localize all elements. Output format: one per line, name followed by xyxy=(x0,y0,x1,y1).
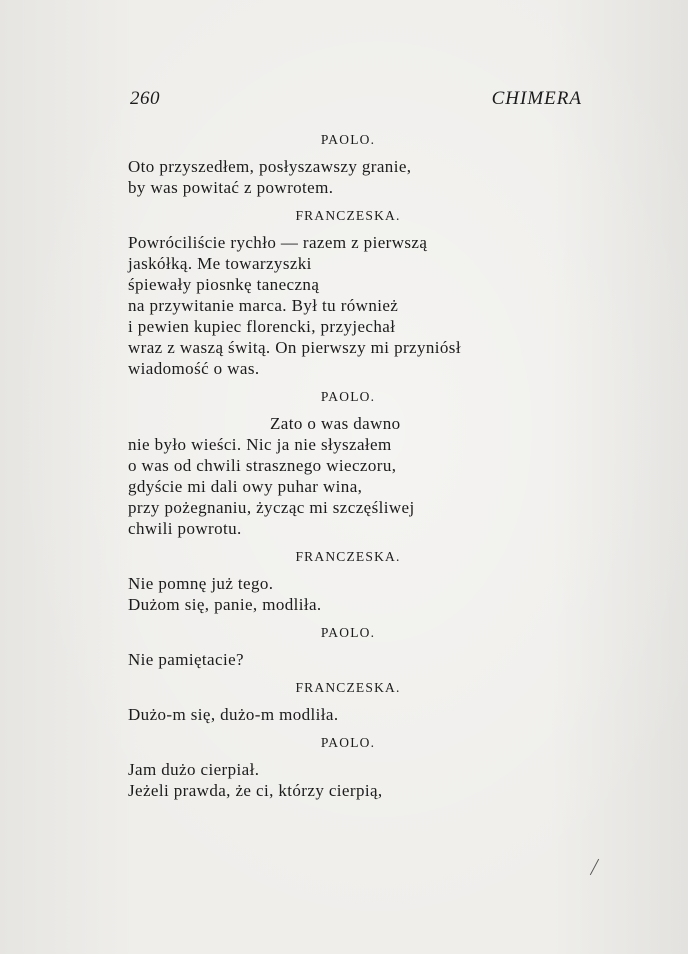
speaker-name: PAOLO. xyxy=(320,625,376,640)
speaker-name: FRANCZESKA. xyxy=(295,208,401,223)
running-title: CHIMERA xyxy=(491,88,582,109)
speech-block xyxy=(128,649,588,670)
verse-line: Oto przyszedłem, posłyszawszy granie, xyxy=(128,157,412,176)
speech-block xyxy=(128,704,588,725)
verse-line: i pewien kupiec florencki, przyjechał xyxy=(128,317,396,336)
verse-line: jaskółką. Me towarzyszki xyxy=(128,254,312,273)
verse-line: chwili powrotu. xyxy=(128,519,242,538)
speaker-name: PAOLO. xyxy=(320,735,376,750)
page-number: 260 xyxy=(130,88,160,109)
verse-line: Powróciliście rychło — razem z pierwszą xyxy=(128,233,428,252)
verse-line: wraz z waszą świtą. On pierwszy mi przyniósł xyxy=(128,338,461,357)
verse-line: nie było wieści. Nic ja nie słyszałem xyxy=(128,435,392,454)
verse-line: Dużo-m się, dużo-m modliła. xyxy=(128,705,339,724)
speech-block xyxy=(128,573,588,615)
verse-line: Nie pomnę już tego. xyxy=(128,574,274,593)
speech-block xyxy=(128,759,588,801)
speech-block xyxy=(128,156,588,198)
speaker-name: PAOLO. xyxy=(320,132,376,147)
speaker-name: FRANCZESKA. xyxy=(295,549,401,564)
verse-line: Jam dużo cierpiał. xyxy=(128,760,260,779)
speech-block xyxy=(128,413,588,539)
verse-line: przy pożegnaniu, życząc mi szczęśliwej xyxy=(128,498,415,517)
verse-line: na przywitanie marca. Był tu również xyxy=(128,296,399,315)
verse-line: o was od chwili strasznego wieczoru, xyxy=(128,456,397,475)
dialogue-text xyxy=(128,124,588,805)
page-header xyxy=(130,88,582,114)
verse-line: by was powitać z powrotem. xyxy=(128,178,334,197)
verse-line: wiadomość o was. xyxy=(128,359,260,378)
verse-line: gdyście mi dali owy puhar wina, xyxy=(128,477,363,496)
verse-line: Dużom się, panie, modliła. xyxy=(128,595,322,614)
paper-blemish xyxy=(590,859,599,875)
speech-block xyxy=(128,232,588,379)
speaker-name: FRANCZESKA. xyxy=(295,680,401,695)
verse-line: Nie pamiętacie? xyxy=(128,650,244,669)
speaker-name: PAOLO. xyxy=(320,389,376,404)
verse-line: śpiewały piosnkę taneczną xyxy=(128,275,320,294)
verse-line: Zato o was dawno xyxy=(270,414,401,433)
verse-line: Jeżeli prawda, że ci, którzy cierpią, xyxy=(128,781,383,800)
